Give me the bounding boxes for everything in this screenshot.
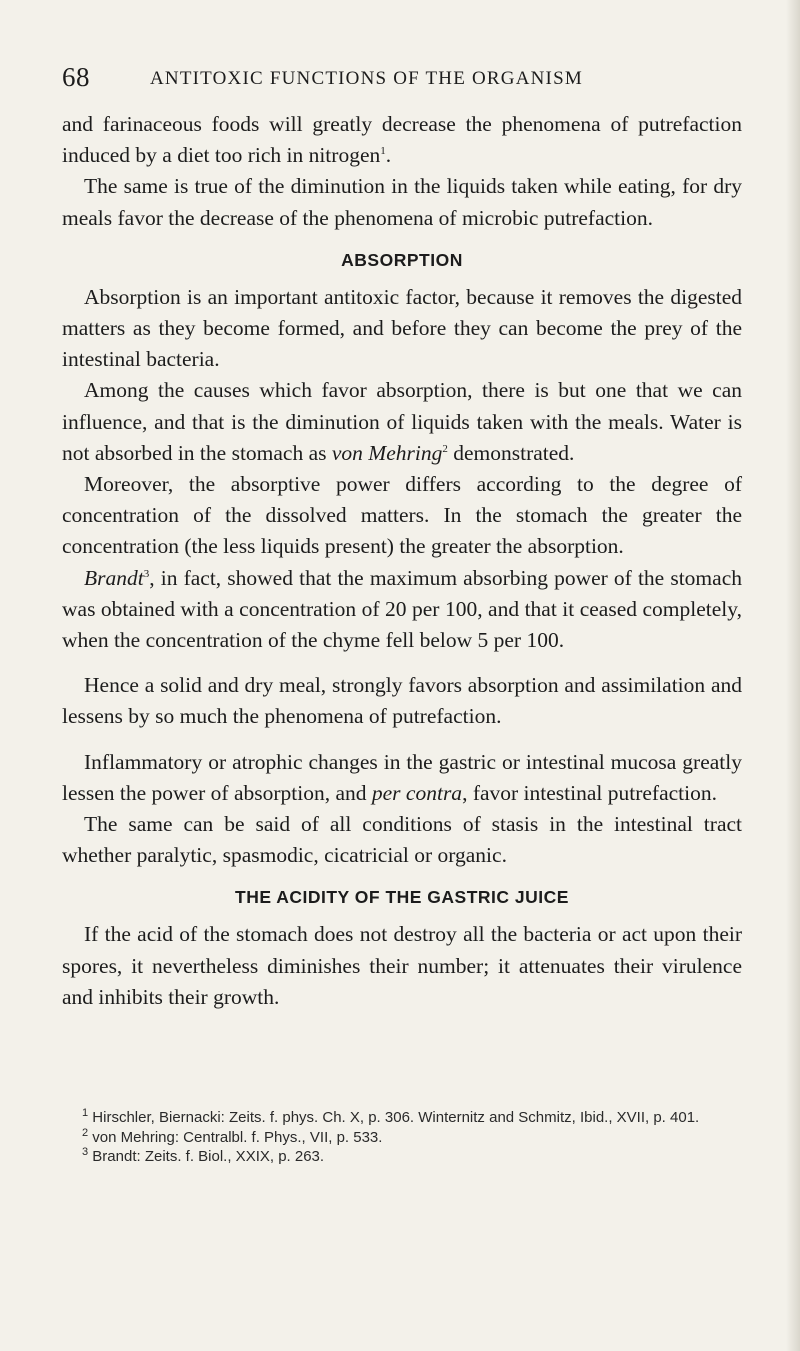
page-header xyxy=(62,62,742,102)
footnote-1: $^1$ Hirschler, Biernacki: Zeits. f. phys. Ch. X, p. 306. Winternitz and Schmitz, Ibid., XVII, p. 401. xyxy=(82,1107,700,1126)
section-heading-acidity: THE ACIDITY OF THE GASTRIC JUICE xyxy=(235,887,569,908)
paragraph-6: Brandt$^3$, in fact, showed that the maximum absorbing power of the stomach was obtained with a concentration of 20 per 100, and that it ceased completely, when the concentration of the chyme fell below 5 per 100. xyxy=(62,565,742,653)
footnote-ref-2[interactable]: 2 xyxy=(442,442,448,455)
body-text xyxy=(62,109,742,1013)
footnotes xyxy=(62,1108,742,1167)
phrase-per-contra: per contra xyxy=(371,780,463,805)
paragraph-2: The same is true of the diminution in the liquids taken while eating, for dry meals favor the decrease of the phenomena of microbic putrefaction. xyxy=(62,174,742,230)
author-brandt: Brandt xyxy=(84,565,144,590)
paragraph-9: The same can be said of all conditions of stasis in the intestinal tract whether paralytic, spasmodic, cicatricial or organic. xyxy=(62,812,742,868)
paragraph-4: Among the causes which favor absorption, there is but one that we can influence, and that is the diminution of liquids taken with the meals. Water is not absorbed in the stomach as von Mehring$^2$ demonstrated. xyxy=(62,378,742,465)
running-head: ANTITOXIC FUNCTIONS OF THE ORGANISM xyxy=(150,68,583,89)
footnote-3: $^3$ Brandt: Zeits. f. Biol., XXIX, p. 263. xyxy=(82,1146,325,1165)
paragraph-7: Hence a solid and dry meal, strongly favors absorption and assimilation and lessens by so much the phenomena of putrefaction. xyxy=(62,673,742,729)
paragraph-3: Absorption is an important antitoxic factor, because it removes the digested matters as they become formed, and before they can become the prey of the intestinal bacteria. xyxy=(62,284,742,372)
paragraph-5: Moreover, the absorptive power differs according to the degree of concentration of the dissolved matters. In the stomach the greater the concentration (the less liquids present) the greater the absorption. xyxy=(62,472,742,559)
section-heading-absorption: ABSORPTION xyxy=(341,249,463,270)
author-von-mehring: von Mehring xyxy=(331,440,443,465)
paragraph-8: Inflammatory or atrophic changes in the gastric or intestinal mucosa greatly lessen the power of absorption, and per contra, favor intestinal putrefaction. xyxy=(62,749,742,805)
paragraph-1: and farinaceous foods will greatly decrease the phenomena of putrefaction induced by a diet too rich in nitrogen$^1$. xyxy=(62,112,742,168)
footnote-2: $^2$ von Mehring: Centralbl. f. Phys., VII, p. 533. xyxy=(82,1126,383,1146)
page-number: 68 xyxy=(62,62,90,92)
paragraph-10: If the acid of the stomach does not destroy all the bacteria or act upon their spores, it nevertheless diminishes their number; it attenuates their virulence and inhibits their growth. xyxy=(62,922,742,1009)
page-edge xyxy=(786,0,800,1351)
footnote-ref-3[interactable]: 3 xyxy=(143,567,150,580)
footnote-ref-1[interactable]: 1 xyxy=(380,145,386,158)
